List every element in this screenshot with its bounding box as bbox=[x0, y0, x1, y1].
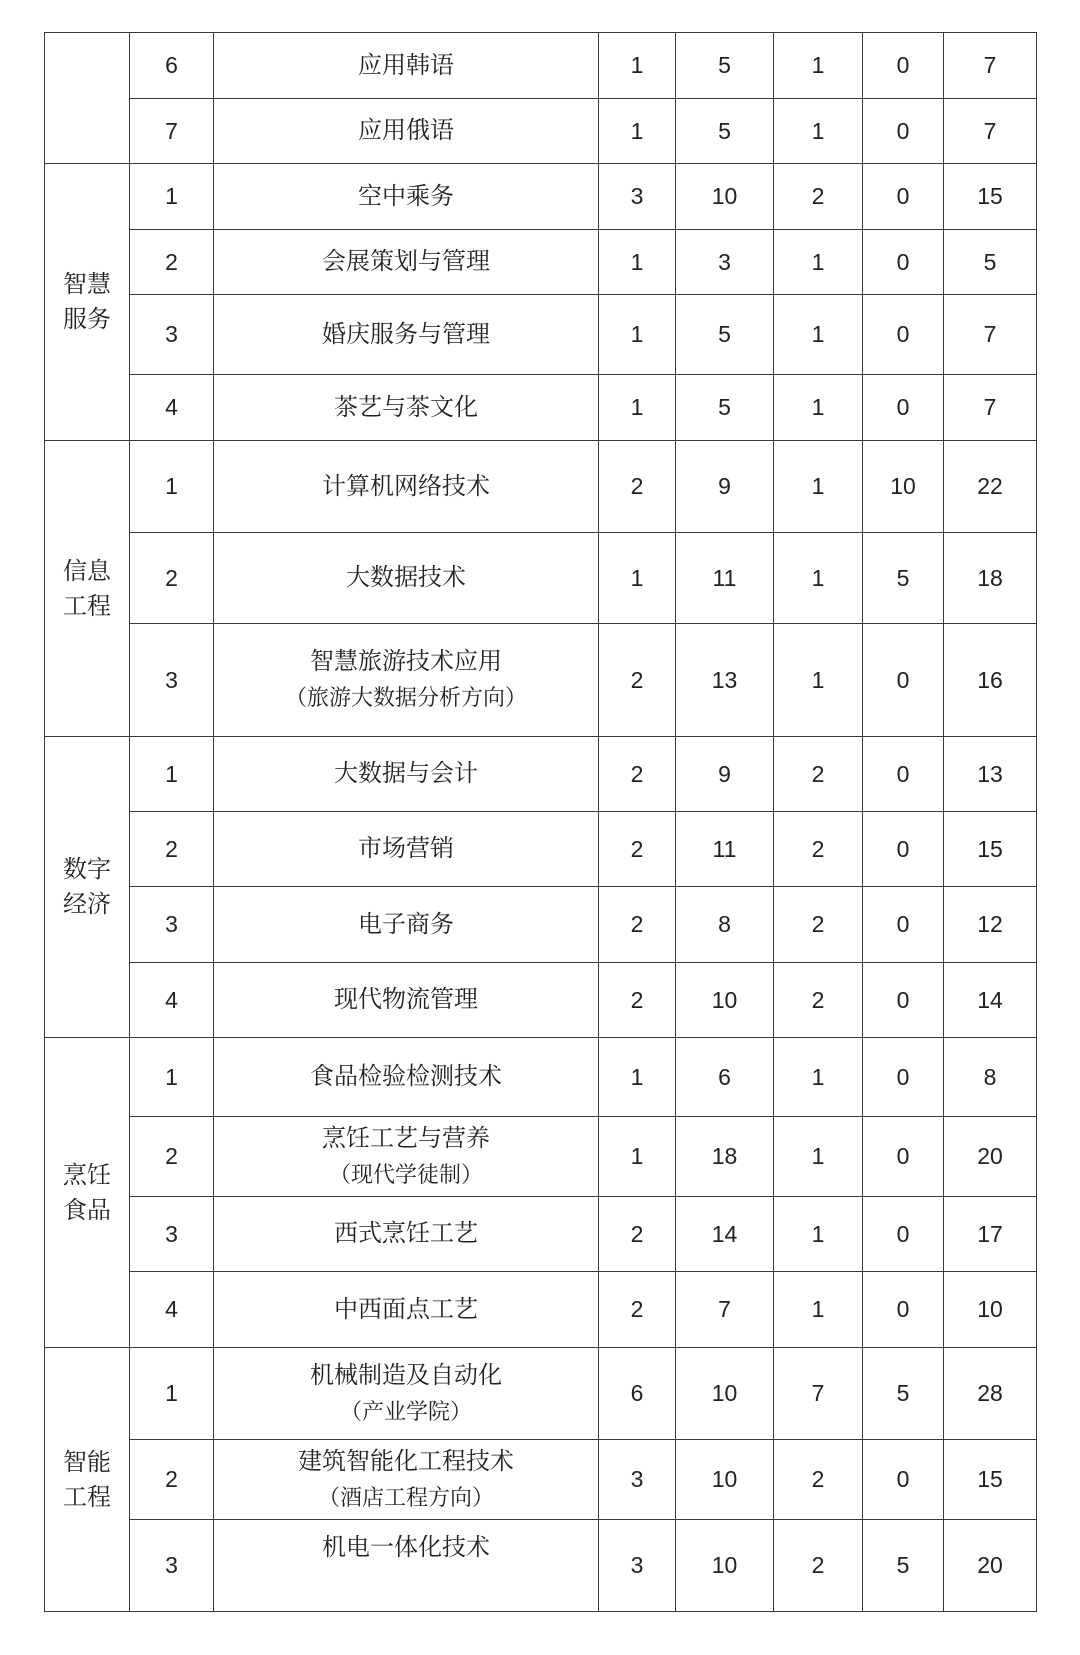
value-cell-3: 1 bbox=[774, 99, 863, 164]
value-cell-4: 0 bbox=[863, 887, 944, 963]
department-label: 信息工程 bbox=[63, 557, 111, 620]
table-row bbox=[45, 1348, 1037, 1440]
department-label: 智能工程 bbox=[63, 1448, 111, 1511]
table-row bbox=[45, 624, 1037, 737]
value-cell-4: 0 bbox=[863, 1038, 944, 1117]
value-cell-1: 3 bbox=[599, 164, 676, 230]
total-cell: 22 bbox=[944, 441, 1037, 533]
table-row bbox=[45, 33, 1037, 99]
table-row bbox=[45, 1272, 1037, 1348]
value-cell-4: 0 bbox=[863, 1117, 944, 1197]
value-cell-4: 0 bbox=[863, 812, 944, 887]
table-row bbox=[45, 963, 1037, 1038]
major-name-cell bbox=[214, 164, 599, 230]
major-name: 智慧旅游技术应用 bbox=[310, 648, 502, 675]
value-cell-2: 5 bbox=[676, 375, 774, 441]
table-row bbox=[45, 230, 1037, 295]
value-cell-1: 2 bbox=[599, 887, 676, 963]
value-cell-4: 0 bbox=[863, 99, 944, 164]
major-name-cell bbox=[214, 295, 599, 375]
row-number-cell: 4 bbox=[130, 375, 214, 441]
table-row bbox=[45, 295, 1037, 375]
row-number-cell: 3 bbox=[130, 887, 214, 963]
row-number-cell: 2 bbox=[130, 812, 214, 887]
value-cell-4: 0 bbox=[863, 737, 944, 812]
table-row bbox=[45, 375, 1037, 441]
table-body bbox=[45, 33, 1037, 1612]
major-name-cell bbox=[214, 1117, 599, 1197]
value-cell-2: 9 bbox=[676, 441, 774, 533]
value-cell-3: 1 bbox=[774, 1197, 863, 1272]
major-name-cell bbox=[214, 375, 599, 441]
total-cell: 5 bbox=[944, 230, 1037, 295]
value-cell-1: 1 bbox=[599, 295, 676, 375]
value-cell-2: 10 bbox=[676, 164, 774, 230]
major-name-cell bbox=[214, 99, 599, 164]
value-cell-4: 0 bbox=[863, 1272, 944, 1348]
major-name: 食品检验检测技术 bbox=[310, 1063, 502, 1090]
value-cell-1: 6 bbox=[599, 1348, 676, 1440]
value-cell-1: 1 bbox=[599, 99, 676, 164]
value-cell-1: 2 bbox=[599, 1272, 676, 1348]
value-cell-4: 0 bbox=[863, 375, 944, 441]
value-cell-4: 0 bbox=[863, 1197, 944, 1272]
major-name: 现代物流管理 bbox=[334, 986, 478, 1013]
value-cell-3: 1 bbox=[774, 230, 863, 295]
major-name-cell bbox=[214, 963, 599, 1038]
major-name-cell bbox=[214, 624, 599, 737]
major-name: 中西面点工艺 bbox=[334, 1295, 478, 1323]
major-direction-note: （现代学徒制） bbox=[328, 1161, 483, 1187]
total-cell: 15 bbox=[944, 164, 1037, 230]
major-name-cell bbox=[214, 887, 599, 963]
value-cell-2: 9 bbox=[676, 737, 774, 812]
value-cell-1: 2 bbox=[599, 737, 676, 812]
major-name: 应用韩语 bbox=[358, 51, 454, 79]
total-cell: 7 bbox=[944, 295, 1037, 375]
row-number-cell: 4 bbox=[130, 963, 214, 1038]
major-name: 空中乘务 bbox=[358, 182, 454, 210]
value-cell-3: 1 bbox=[774, 1272, 863, 1348]
value-cell-4: 0 bbox=[863, 963, 944, 1038]
row-number-cell: 3 bbox=[130, 624, 214, 737]
major-name: 会展策划与管理 bbox=[322, 248, 490, 275]
row-number-cell: 7 bbox=[130, 99, 214, 164]
value-cell-1: 1 bbox=[599, 230, 676, 295]
total-cell: 7 bbox=[944, 33, 1037, 99]
value-cell-1: 1 bbox=[599, 33, 676, 99]
table-row bbox=[45, 1520, 1037, 1612]
value-cell-4: 0 bbox=[863, 1440, 944, 1520]
total-cell: 7 bbox=[944, 99, 1037, 164]
major-name-cell bbox=[214, 1440, 599, 1520]
major-name-cell bbox=[214, 1272, 599, 1348]
major-name: 市场营销 bbox=[358, 835, 454, 862]
value-cell-2: 6 bbox=[676, 1038, 774, 1117]
row-number-cell: 1 bbox=[130, 441, 214, 533]
total-cell: 28 bbox=[944, 1348, 1037, 1440]
row-number-cell: 1 bbox=[130, 164, 214, 230]
major-name-cell bbox=[214, 1038, 599, 1117]
value-cell-1: 1 bbox=[599, 375, 676, 441]
total-cell: 14 bbox=[944, 963, 1037, 1038]
value-cell-2: 10 bbox=[676, 1440, 774, 1520]
row-number-cell: 3 bbox=[130, 1197, 214, 1272]
total-cell: 15 bbox=[944, 1440, 1037, 1520]
value-cell-3: 1 bbox=[774, 1117, 863, 1197]
value-cell-3: 2 bbox=[774, 1440, 863, 1520]
value-cell-4: 0 bbox=[863, 33, 944, 99]
total-cell: 16 bbox=[944, 624, 1037, 737]
value-cell-3: 7 bbox=[774, 1348, 863, 1440]
major-name-cell bbox=[214, 533, 599, 624]
major-name: 建筑智能化工程技术 bbox=[298, 1447, 514, 1475]
value-cell-2: 11 bbox=[676, 812, 774, 887]
value-cell-1: 1 bbox=[599, 533, 676, 624]
row-number-cell: 1 bbox=[130, 1038, 214, 1117]
value-cell-3: 1 bbox=[774, 33, 863, 99]
total-cell: 8 bbox=[944, 1038, 1037, 1117]
table-row bbox=[45, 441, 1037, 533]
value-cell-1: 1 bbox=[599, 1038, 676, 1117]
major-name-cell bbox=[214, 441, 599, 533]
major-name-cell bbox=[214, 33, 599, 99]
value-cell-3: 1 bbox=[774, 375, 863, 441]
value-cell-2: 10 bbox=[676, 1348, 774, 1440]
value-cell-2: 5 bbox=[676, 295, 774, 375]
value-cell-2: 3 bbox=[676, 230, 774, 295]
value-cell-4: 10 bbox=[863, 441, 944, 533]
department-cell bbox=[45, 441, 130, 737]
major-name: 应用俄语 bbox=[358, 117, 454, 144]
value-cell-3: 2 bbox=[774, 737, 863, 812]
value-cell-2: 13 bbox=[676, 624, 774, 737]
value-cell-3: 2 bbox=[774, 812, 863, 887]
value-cell-4: 5 bbox=[863, 1348, 944, 1440]
row-number-cell: 1 bbox=[130, 1348, 214, 1440]
major-name: 机械制造及自动化 bbox=[310, 1361, 502, 1389]
table-row bbox=[45, 164, 1037, 230]
total-cell: 7 bbox=[944, 375, 1037, 441]
table-row bbox=[45, 1038, 1037, 1117]
value-cell-1: 2 bbox=[599, 963, 676, 1038]
major-name-cell bbox=[214, 230, 599, 295]
row-number-cell: 4 bbox=[130, 1272, 214, 1348]
major-name-cell bbox=[214, 812, 599, 887]
row-number-cell: 2 bbox=[130, 1440, 214, 1520]
total-cell: 18 bbox=[944, 533, 1037, 624]
major-direction-note: （旅游大数据分析方向） bbox=[284, 685, 527, 710]
table-row bbox=[45, 887, 1037, 963]
department-cell bbox=[45, 1038, 130, 1348]
department-cell bbox=[45, 1348, 130, 1612]
value-cell-3: 2 bbox=[774, 1520, 863, 1612]
total-cell: 12 bbox=[944, 887, 1037, 963]
major-name: 电子商务 bbox=[358, 910, 454, 938]
table-row bbox=[45, 1197, 1037, 1272]
value-cell-3: 2 bbox=[774, 164, 863, 230]
value-cell-3: 1 bbox=[774, 624, 863, 737]
table-row bbox=[45, 1440, 1037, 1520]
major-name-cell bbox=[214, 1197, 599, 1272]
major-name: 计算机网络技术 bbox=[322, 472, 490, 500]
department-cell bbox=[45, 737, 130, 1038]
value-cell-4: 5 bbox=[863, 533, 944, 624]
value-cell-2: 5 bbox=[676, 33, 774, 99]
major-name: 机电一体化技术 bbox=[322, 1534, 490, 1561]
value-cell-1: 2 bbox=[599, 812, 676, 887]
major-name-cell bbox=[214, 1520, 599, 1612]
major-quota-table bbox=[44, 32, 1037, 1612]
department-label: 烹饪食品 bbox=[63, 1161, 111, 1224]
value-cell-2: 10 bbox=[676, 1520, 774, 1612]
major-name: 大数据与会计 bbox=[334, 760, 478, 787]
department-cell bbox=[45, 33, 130, 164]
major-name: 大数据技术 bbox=[346, 564, 466, 591]
value-cell-3: 1 bbox=[774, 533, 863, 624]
value-cell-2: 18 bbox=[676, 1117, 774, 1197]
major-name-cell bbox=[214, 1348, 599, 1440]
row-number-cell: 2 bbox=[130, 1117, 214, 1197]
value-cell-3: 2 bbox=[774, 887, 863, 963]
value-cell-2: 11 bbox=[676, 533, 774, 624]
value-cell-4: 5 bbox=[863, 1520, 944, 1612]
major-name: 婚庆服务与管理 bbox=[322, 320, 490, 348]
row-number-cell: 2 bbox=[130, 533, 214, 624]
value-cell-2: 10 bbox=[676, 963, 774, 1038]
value-cell-2: 7 bbox=[676, 1272, 774, 1348]
value-cell-2: 14 bbox=[676, 1197, 774, 1272]
value-cell-4: 0 bbox=[863, 624, 944, 737]
total-cell: 17 bbox=[944, 1197, 1037, 1272]
department-label: 数字经济 bbox=[63, 856, 111, 918]
row-number-cell: 6 bbox=[130, 33, 214, 99]
row-number-cell: 3 bbox=[130, 1520, 214, 1612]
row-number-cell: 1 bbox=[130, 737, 214, 812]
department-cell bbox=[45, 164, 130, 441]
value-cell-1: 2 bbox=[599, 1197, 676, 1272]
value-cell-4: 0 bbox=[863, 164, 944, 230]
value-cell-1: 1 bbox=[599, 1117, 676, 1197]
value-cell-3: 1 bbox=[774, 295, 863, 375]
table-row bbox=[45, 99, 1037, 164]
value-cell-1: 3 bbox=[599, 1520, 676, 1612]
major-direction-note: （产业学院） bbox=[339, 1398, 472, 1424]
major-name: 烹饪工艺与营养 bbox=[322, 1124, 490, 1152]
value-cell-1: 2 bbox=[599, 624, 676, 737]
total-cell: 15 bbox=[944, 812, 1037, 887]
total-cell: 10 bbox=[944, 1272, 1037, 1348]
value-cell-1: 3 bbox=[599, 1440, 676, 1520]
total-cell: 20 bbox=[944, 1117, 1037, 1197]
total-cell: 20 bbox=[944, 1520, 1037, 1612]
department-label: 智慧服务 bbox=[63, 271, 111, 333]
major-name: 西式烹饪工艺 bbox=[334, 1220, 478, 1247]
value-cell-3: 2 bbox=[774, 963, 863, 1038]
value-cell-1: 2 bbox=[599, 441, 676, 533]
value-cell-2: 5 bbox=[676, 99, 774, 164]
value-cell-4: 0 bbox=[863, 230, 944, 295]
table-row bbox=[45, 812, 1037, 887]
row-number-cell: 3 bbox=[130, 295, 214, 375]
major-direction-note: （酒店工程方向） bbox=[317, 1484, 494, 1510]
major-name-cell bbox=[214, 737, 599, 812]
value-cell-3: 1 bbox=[774, 441, 863, 533]
value-cell-4: 0 bbox=[863, 295, 944, 375]
table-row bbox=[45, 533, 1037, 624]
major-name: 茶艺与茶文化 bbox=[334, 393, 478, 421]
table-row bbox=[45, 1117, 1037, 1197]
row-number-cell: 2 bbox=[130, 230, 214, 295]
value-cell-3: 1 bbox=[774, 1038, 863, 1117]
total-cell: 13 bbox=[944, 737, 1037, 812]
value-cell-2: 8 bbox=[676, 887, 774, 963]
table-row bbox=[45, 737, 1037, 812]
